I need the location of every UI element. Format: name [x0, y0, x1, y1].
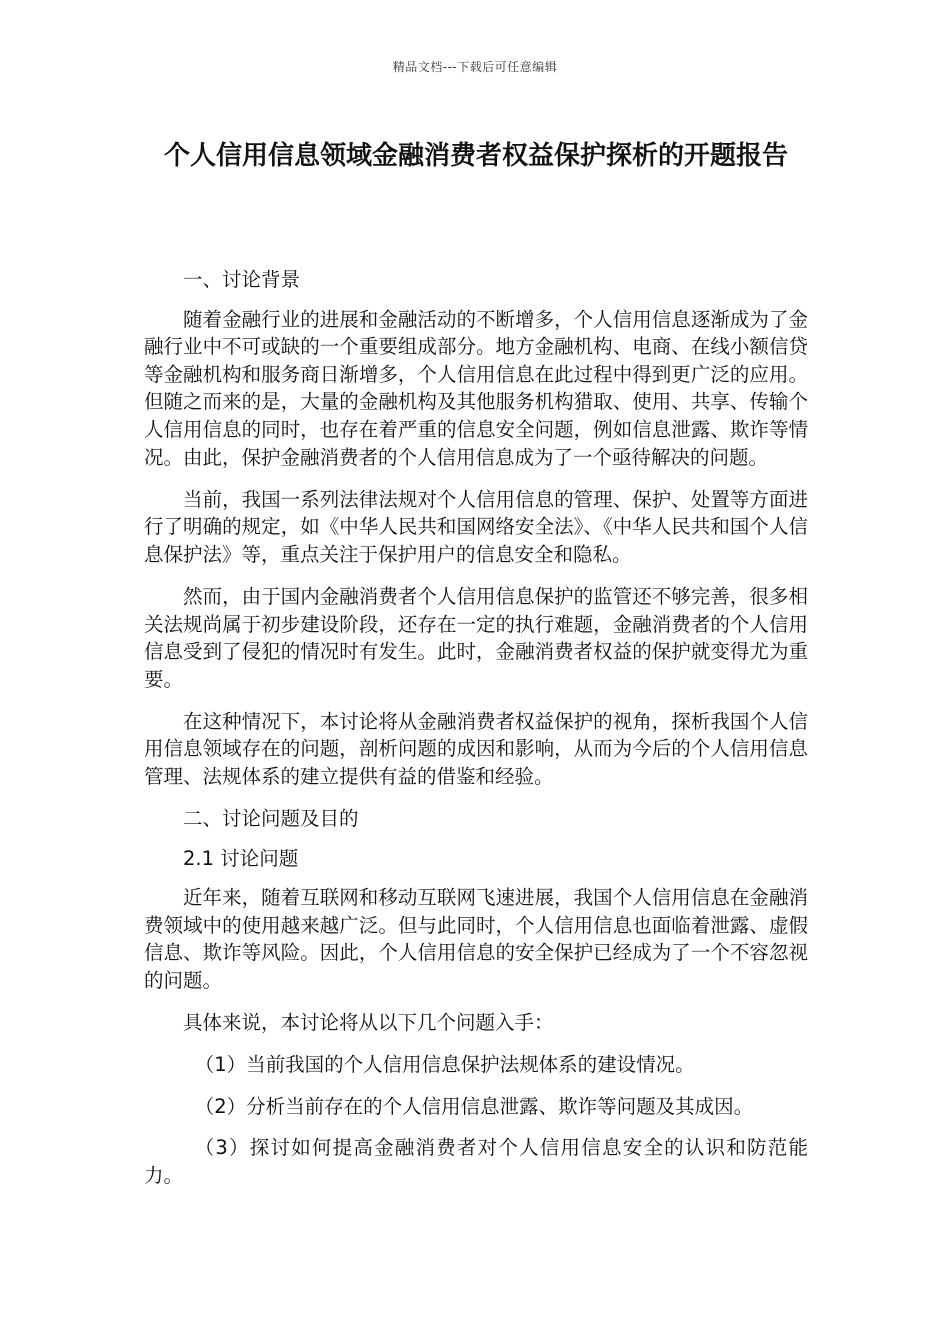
paragraph-background-3: 然而，由于国内金融消费者个人信用信息保护的监管还不够完善，很多相关法规尚属于初步建设阶段，还存在一定的执行难题，金融消费者的个人信用信息受到了侵犯的情况时有发生。此时，金融消费者权益的保护就变得尤为重要。	[144, 584, 808, 691]
page-header-note: 精品文档---下载后可任意编辑	[392, 60, 558, 74]
list-item-2: （2）分析当前存在的个人信用信息泄露、欺诈等问题及其成因。	[194, 1094, 754, 1118]
paragraph-background-4: 在这种情况下，本讨论将从金融消费者权益保护的视角，探析我国个人信用信息领域存在的问题，剖析问题的成因和影响，从而为今后的个人信用信息管理、法规体系的建立提供有益的借鉴和经验。	[144, 709, 808, 788]
paragraph-background-2: 当前，我国一系列法律法规对个人信用信息的管理、保护、处置等方面进行了明确的规定，如《中华人民共和国网络安全法》、《中华人民共和国个人信息保护法》等，重点关注于保护用户的信息安全和隐私。	[144, 487, 808, 566]
section-heading-background: 一、讨论背景	[183, 268, 301, 291]
document-title: 个人信用信息领域金融消费者权益保护探析的开题报告	[163, 141, 788, 171]
paragraph-questions-1: 近年来，随着互联网和移动互联网飞速进展，我国个人信用信息在金融消费领域中的使用越来越广泛。但与此同时，个人信用信息也面临着泄露、虚假信息、欺诈等风险。因此，个人信用信息的安全保护已经成为了一个不容忽视的问题。	[144, 886, 808, 993]
subsection-heading-questions: 2.1 讨论问题	[183, 846, 299, 870]
paragraph-questions-2: 具体来说，本讨论将从以下几个问题入手：	[183, 1011, 554, 1035]
paragraph-background-1: 随着金融行业的进展和金融活动的不断增多，个人信用信息逐渐成为了金融行业中不可或缺的一个重要组成部分。地方金融机构、电商、在线小额信贷等金融机构和服务商日渐增多，个人信用信息在此过程中得到更广泛的应用。但随之而来的是，大量的金融机构及其他服务机构猎取、使用、共享、传输个人信用信息的同时，也存在着严重的信息安全问题，例如信息泄露、欺诈等情况。由此，保护金融消费者的个人信用信息成为了一个亟待解决的问题。	[144, 307, 808, 469]
list-item-3: （3）探讨如何提高金融消费者对个人信用信息安全的认识和防范能力。	[144, 1136, 808, 1188]
document-body	[144, 266, 808, 1204]
section-heading-questions: 二、讨论问题及目的	[183, 807, 359, 831]
list-item-1: （1）当前我国的个人信用信息保护法规体系的建设情况。	[194, 1053, 695, 1077]
